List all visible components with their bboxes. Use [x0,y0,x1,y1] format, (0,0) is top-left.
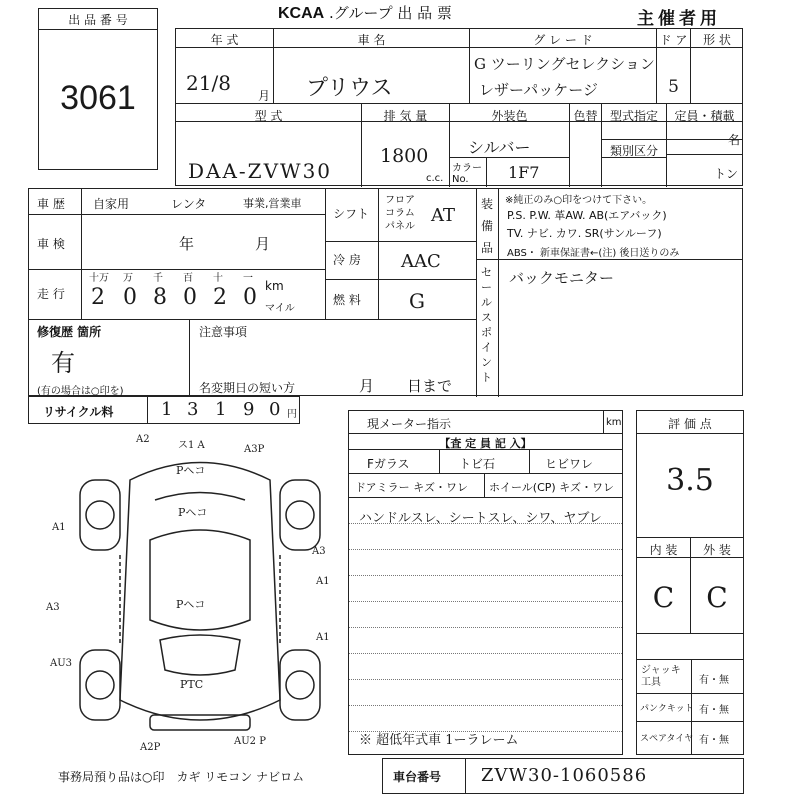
lot-number-label: 出 品 番 号 [68,13,128,27]
equipment-note: ※純正のみ○印をつけて下さい。 [505,195,653,206]
chassis-value: ZVW30-1060586 [481,765,648,786]
color-no-label: カラー No. [452,163,482,185]
equipment-label: 装備品 [481,197,494,255]
short-term-month: 月 [359,377,375,395]
capacity-label: 定員・積載 [674,109,735,123]
repair-label: 修復歴 箇所 [37,325,102,339]
repair-value: 有 [51,349,75,377]
inspection-month-unit: 月 [255,235,271,253]
equipment-line2: TV. ナビ. カワ. SR(サンルーフ) [507,227,662,240]
shift-label: シフト [333,207,370,221]
grade-panel [636,410,744,755]
grade-value-line1: G ツーリングセレクション [474,55,655,73]
digit-unit: 十 [213,273,223,284]
type-spec-label: 型式指定 [609,109,658,123]
car-info-table [175,28,743,186]
equipment-line1: P.S. P.W. 革AW. AB(エアバック) [507,209,667,222]
diagram-mark: A2 [136,434,150,445]
score-label: 評 価 点 [668,417,712,431]
history-business: 事業,営業車 [243,197,302,210]
diagram-mark: A1 [316,576,330,587]
model-label: 型 式 [254,109,283,123]
ac-value: AAC [401,251,441,272]
fglass-tobi: トビ石 [459,457,496,471]
mileage-digit: 0 [123,285,137,310]
repair-note: (有の場合は○印を) [37,386,124,397]
diagram-mark: Pヘコ [176,598,206,611]
history-label: 車 歴 [37,197,65,211]
diagram-mark: A3 [46,602,60,613]
wheel-label: ホイール(CP) キズ・ワレ [489,481,614,494]
diagram-mark: Pヘコ [176,464,206,477]
year-value: 21/8 [186,71,231,95]
grade-label: グ レ ー ド [533,33,593,47]
recycle-fee-box [28,396,300,424]
car-name-label: 車 名 [357,33,386,47]
mileage-digit: 2 [213,285,227,310]
color-no-value: 1F7 [508,163,540,182]
door-label: ド ア [659,33,688,47]
history-rental: レンタ [171,197,207,211]
year-label: 年 式 [210,33,239,47]
inspector-comment-2: ※ 超低年式車 1ーラレーム [359,733,519,748]
shift-value: AT [431,205,456,226]
recycle-digit: 3 [187,399,199,420]
caution-label: 注意事項 [199,325,248,339]
meter-label: 現メーター指示 [367,417,452,431]
history-table [28,188,743,396]
jack-label: ジャッキ工具 [641,665,681,688]
spare-yes-no: 有・無 [699,735,729,746]
org-logo: KCAA [278,5,325,22]
door-value: 5 [668,77,679,97]
car-name-value: プリウス [306,76,393,101]
form-title [278,2,452,23]
shift-opt-floor: フロア [385,195,415,206]
history-private: 自家用 [93,197,130,211]
shift-opt-column: コラム [385,208,415,219]
inspection-label: 車 検 [37,237,65,251]
meter-km-unit: km [606,417,622,428]
equipment-line3: ABS・ 新車保証書←(注) 後日送りのみ [507,248,680,259]
sales-point-label: セールスポイント [481,266,492,384]
capacity-unit-tons: トン [714,167,739,181]
spare-label: スペアタイヤ [640,734,694,744]
storage-note: 事務局預り品は○印 カギ リモコン ナビロム [58,770,305,784]
fglass-label: Fガラス [367,457,410,471]
jack-yes-no: 有・無 [699,675,729,686]
digit-unit: 百 [183,273,193,284]
inspector-section-label: 【査 定 員 記 入】 [439,437,532,450]
shift-opt-panel: パネル [385,221,415,232]
mile-unit: マイル [265,303,295,314]
engine-value: 1800 [380,145,429,167]
diagram-mark: PTC [180,678,204,691]
short-term-day: 日まで [407,377,453,395]
color-label: 外装色 [491,109,528,123]
diagram-mark: AU2 P [234,736,266,747]
mileage-digit: 0 [183,285,197,310]
inspector-comment-1: ハンドルスレ、シートスレ、シワ、ヤブレ [359,511,602,526]
yen-unit: 円 [287,409,297,420]
fuel-label: 燃 料 [333,293,361,307]
lot-number-box [38,8,158,170]
recycle-digit: 9 [243,399,255,420]
km-unit: km [265,279,284,293]
sales-point-value: バックモニター [509,269,615,287]
diagram-mark: AU3 [50,658,73,669]
puncture-yes-no: 有・無 [699,705,729,716]
digit-unit: 万 [123,273,133,284]
chassis-box [382,758,744,794]
cc-unit: c.c. [426,173,444,184]
puncture-label: パンクキット [640,704,694,714]
digit-unit: 十万 [89,273,109,284]
fglass-hibi: ヒビワレ [545,457,594,471]
diagram-mark: A3P [244,444,265,455]
door-mirror-label: ドアミラー キズ・ワレ [355,481,468,494]
model-value: DAA-ZVW30 [188,159,333,183]
form-title-text: .グループ 出 品 票 [329,4,452,22]
diagram-mark: ス1 A [178,440,205,451]
fuel-value: G [409,289,425,313]
mileage-digit: 0 [243,285,257,310]
recycle-digit: 1 [161,399,173,420]
inspector-panel [348,410,623,755]
category-label: 類別区分 [609,144,658,158]
grade-value-line2: レザーパッケージ [479,81,598,99]
diagram-mark: A1 [316,632,330,643]
diagram-mark: A2P [140,742,161,753]
organizer-label: 主催者用 [637,9,721,29]
interior-value: C [652,581,675,614]
digit-unit: 一 [243,273,253,284]
exterior-label: 外 装 [703,543,731,557]
mileage-label: 走 行 [37,287,65,301]
engine-label: 排 気 量 [383,109,428,123]
mileage-digit: 2 [91,285,105,310]
mileage-digit: 8 [153,285,167,310]
exterior-value: C [706,581,728,614]
short-term-label: 名変期日の短い方 [199,381,296,395]
color-value: シルバー [468,138,531,157]
ac-label: 冷 房 [333,253,361,267]
diagram-mark: A1 [52,522,66,533]
recycle-digit: 1 [215,399,227,420]
year-month-unit: 月 [258,89,271,103]
recycle-digit: 0 [269,399,281,420]
shape-label: 形 状 [703,33,731,47]
lot-number-value: 3061 [60,79,136,117]
score-value: 3.5 [666,463,714,498]
color-change-label: 色替 [573,109,598,123]
mileage-digits [85,269,265,319]
capacity-unit-persons: 名 [728,133,741,147]
inspection-year-unit: 年 [179,235,195,253]
recycle-fee-label: リサイクル料 [43,405,114,419]
digit-unit: 千 [153,273,163,284]
chassis-label: 車台番号 [393,770,442,784]
interior-label: 内 装 [649,543,678,557]
diagram-mark: Pヘコ [178,506,208,519]
diagram-mark: A3 [312,546,326,557]
